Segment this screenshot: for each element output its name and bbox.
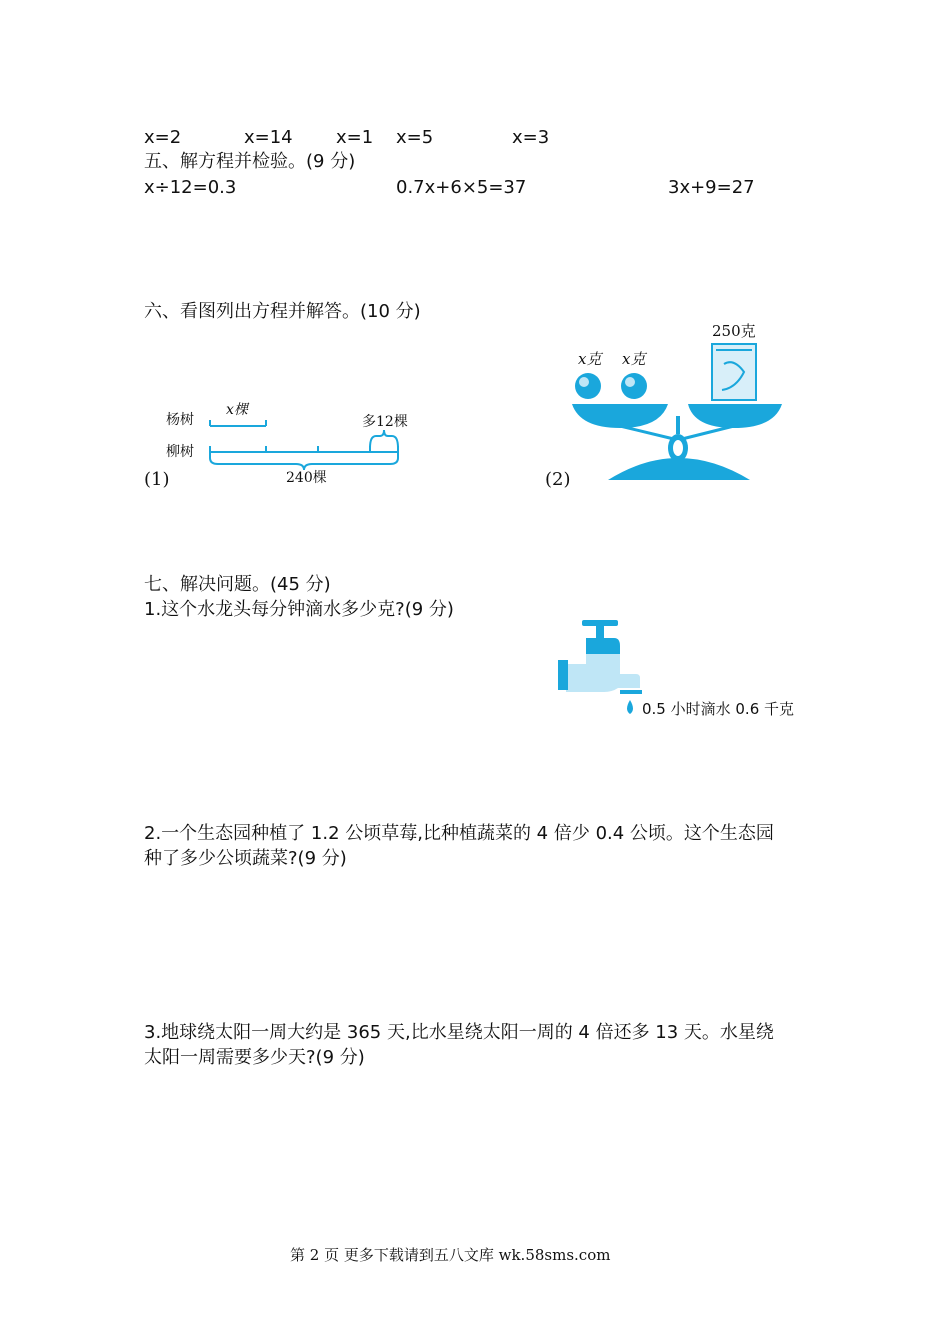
faucet-caption: 0.5 小时滴水 0.6 千克 (642, 700, 795, 718)
section7-title: 七、解决问题。(45 分) (144, 574, 331, 595)
section6-title: 六、看图列出方程并解答。(10 分) (144, 301, 421, 322)
ball2-label: x克 (622, 350, 646, 368)
equation-2: 0.7x+6×5=37 (396, 177, 527, 198)
question-3-line1: 3.地球绕太阳一周大约是 365 天,比水星绕太阳一周的 4 倍还多 13 天。水星绕 (144, 1022, 774, 1043)
answer-x-14: x=14 (244, 127, 293, 148)
page-footer: 第 2 页 更多下载请到五八文库 wk.58sms.com (290, 1246, 611, 1264)
water-drop-icon (627, 700, 633, 714)
equation-1: x÷12=0.3 (144, 177, 237, 198)
equation-3: 3x+9=27 (668, 177, 755, 198)
question-3-line2: 太阳一周需要多少天?(9 分) (144, 1047, 365, 1068)
ball-right (621, 373, 647, 399)
segment-diagram (160, 396, 440, 496)
ball-left (575, 373, 601, 399)
label-x-trees: x棵 (226, 402, 248, 418)
milk-box (712, 344, 756, 400)
answer-x-1: x=1 (336, 127, 374, 148)
balance-scale (564, 318, 804, 488)
ball1-label: x克 (578, 350, 602, 368)
answer-x-2: x=2 (144, 127, 182, 148)
answer-x-3: x=3 (512, 127, 550, 148)
label-more-12: 多12棵 (362, 414, 408, 430)
question-2-line2: 种了多少公顷蔬菜?(9 分) (144, 848, 347, 869)
section5-title: 五、解方程并检验。(9 分) (144, 151, 356, 172)
answer-x-5: x=5 (396, 127, 434, 148)
label-willow: 柳树 (166, 444, 194, 460)
box-label: 250克 (712, 322, 756, 340)
question-1: 1.这个水龙头每分钟滴水多少克?(9 分) (144, 599, 454, 620)
label-poplar: 杨树 (166, 412, 194, 428)
question-2-line1: 2.一个生态园种植了 1.2 公顷草莓,比种植蔬菜的 4 倍少 0.4 公顷。这个生态园 (144, 823, 774, 844)
label-total-240: 240棵 (286, 470, 327, 486)
diagram2-number: (2) (545, 469, 571, 490)
faucet-icon (556, 618, 656, 718)
diagram1-number: (1) (144, 469, 170, 490)
